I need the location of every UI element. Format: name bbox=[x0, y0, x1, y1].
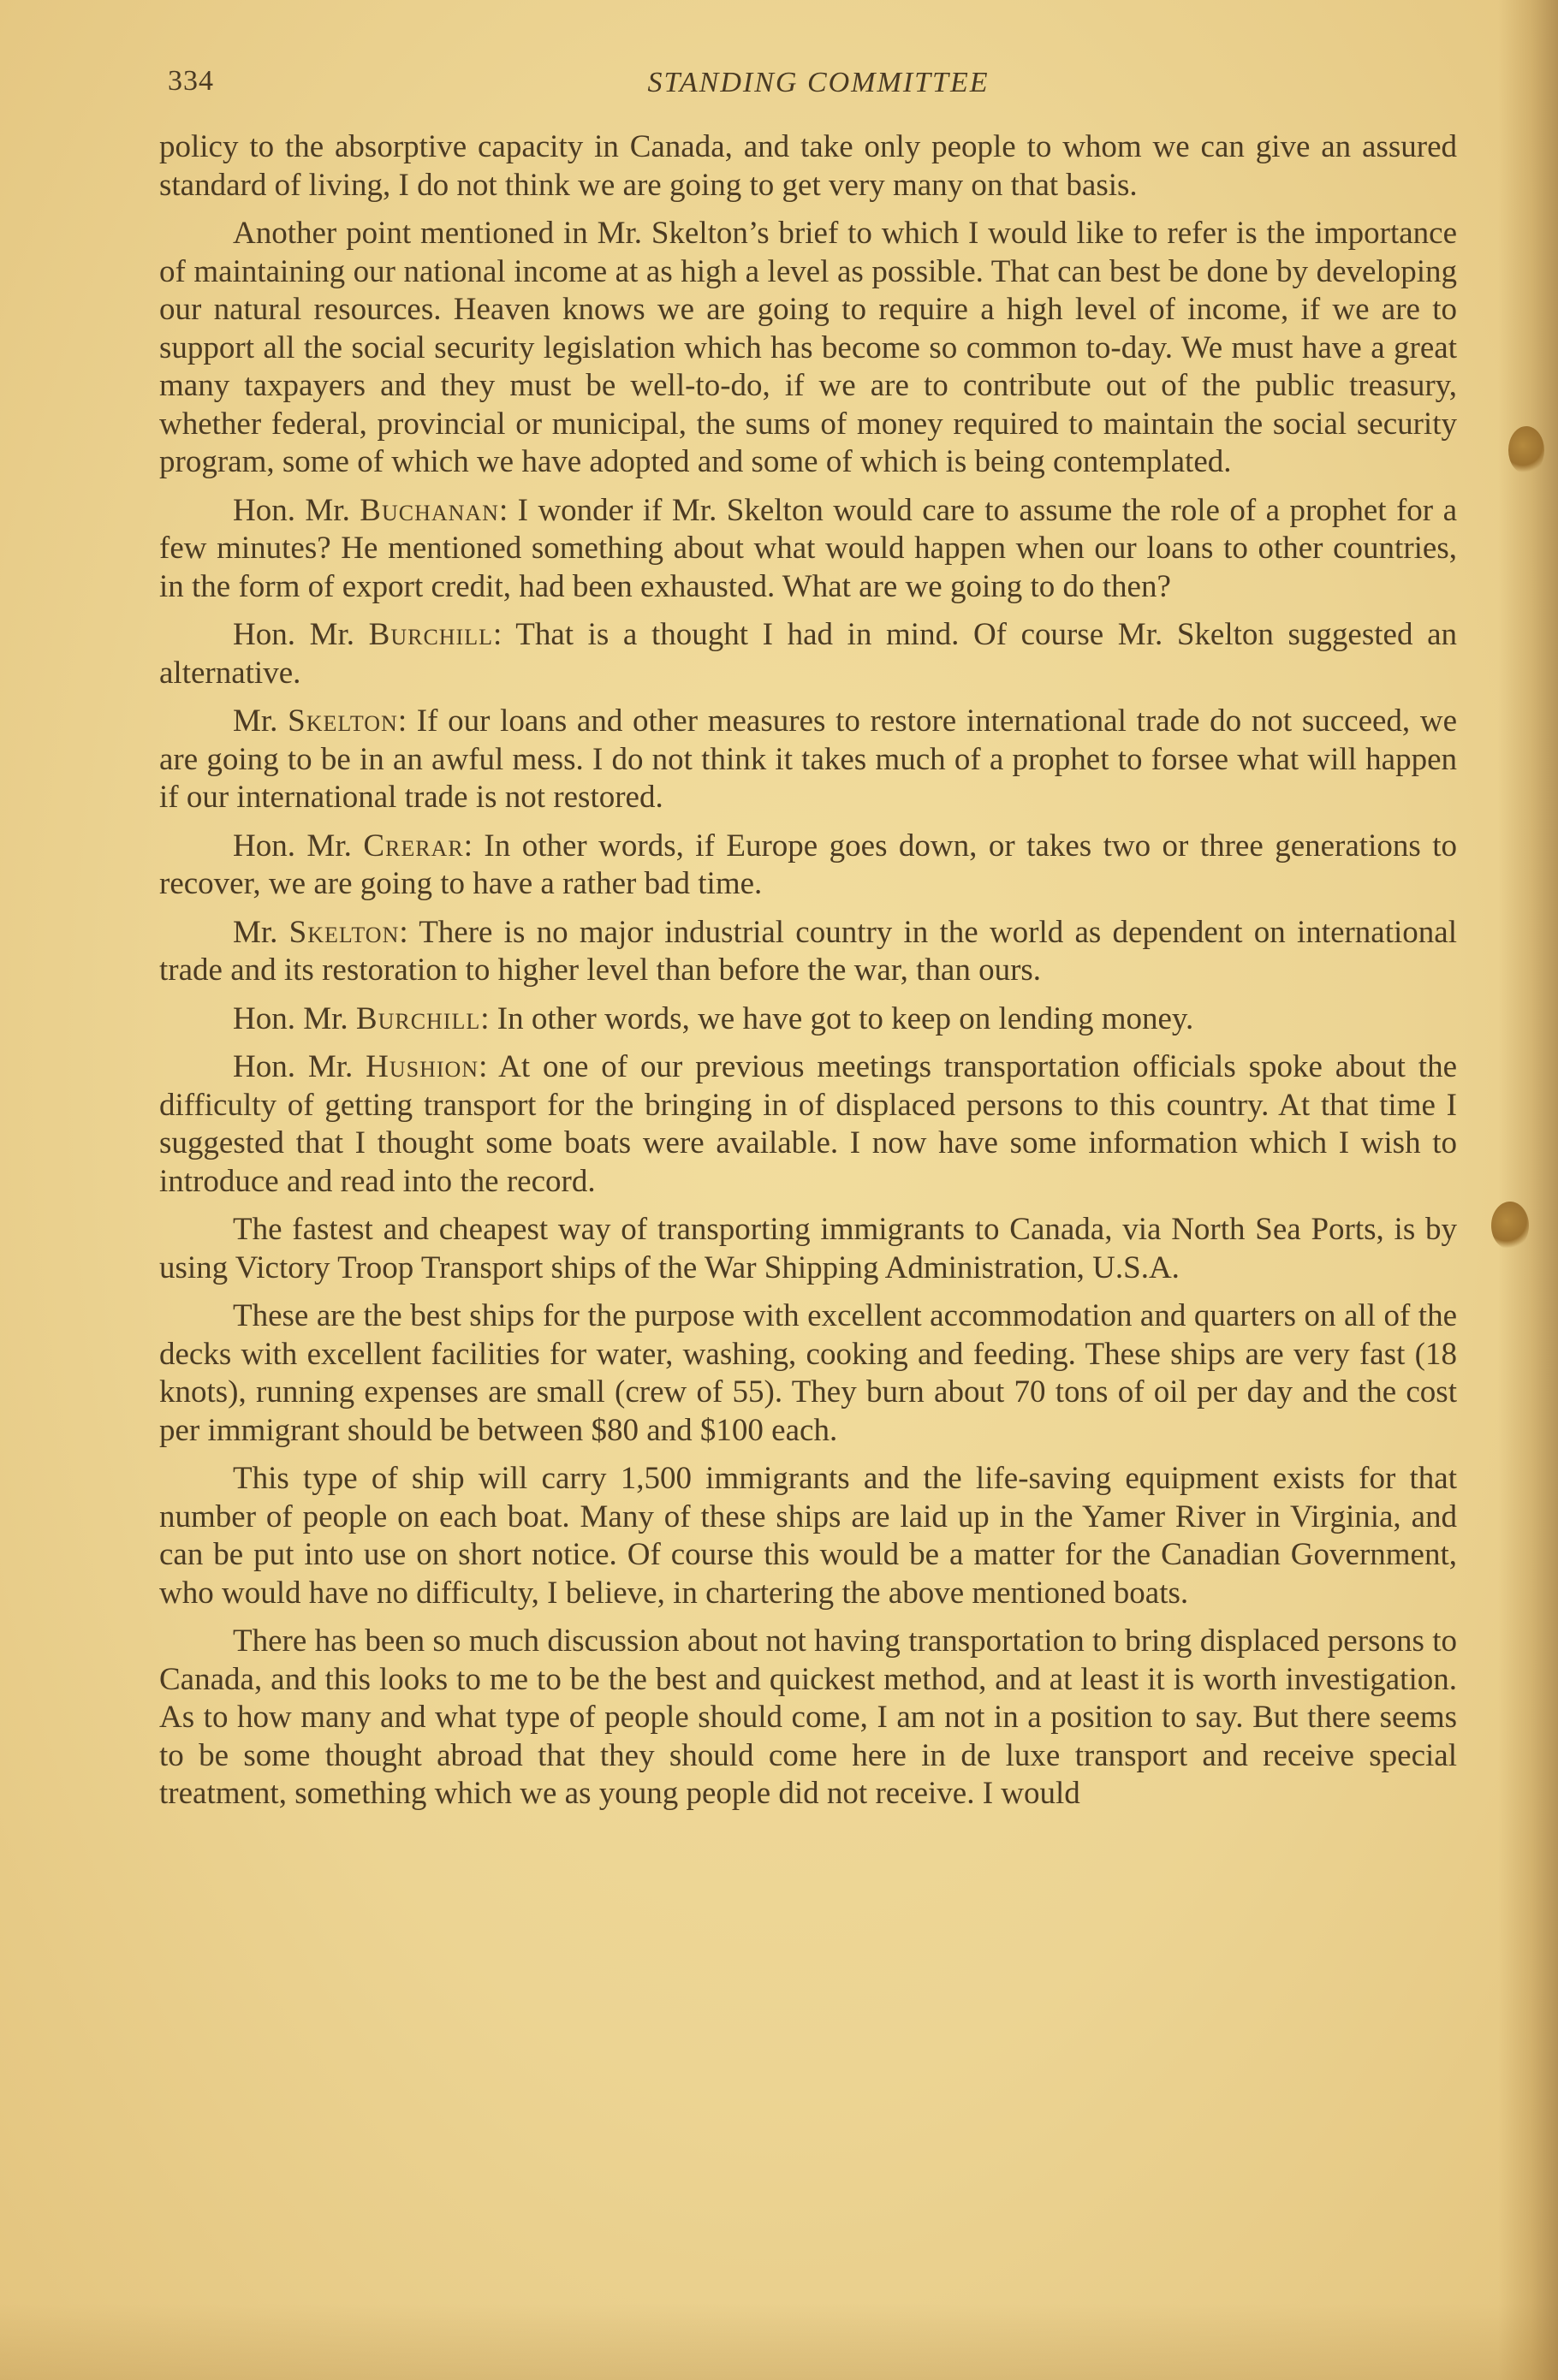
speaker-name: Burchill bbox=[368, 617, 493, 652]
speaker-title: Hon. Mr. bbox=[233, 1049, 366, 1084]
speaker-title: Hon. Mr. bbox=[233, 828, 364, 864]
speaker-title: Hon. Mr. bbox=[233, 617, 369, 652]
paragraph bbox=[159, 1623, 1457, 1813]
paper-stain bbox=[1508, 426, 1544, 474]
paragraph-text: The fastest and cheapest way of transporting immigrants to Canada, via North Sea Ports, is by using Victory Troop Transport ships of the War Shipping Administration, U.S.A. bbox=[159, 1212, 1457, 1285]
paragraph bbox=[159, 1297, 1457, 1450]
speaker-title: Hon. Mr. bbox=[233, 1000, 356, 1036]
speaker-title: Hon. Mr. bbox=[233, 492, 360, 528]
speaker-paragraph bbox=[159, 1000, 1457, 1039]
paragraph bbox=[159, 215, 1457, 482]
speaker-name: Skelton bbox=[288, 703, 398, 739]
paragraph-text: : That is a thought I had in mind. Of course Mr. Skelton suggested an alternative. bbox=[159, 617, 1457, 691]
running-title: STANDING COMMITTEE bbox=[647, 67, 990, 98]
paragraph-text: : I wonder if Mr. Skelton would care to assume the role of a prophet for a few minutes? He mentioned something about what would happen when our loans to other countries, in the form of export credit, had been exhausted. What are we going to do then? bbox=[159, 492, 1457, 604]
paragraph-text: : If our loans and other measures to restore international trade do not succeed, we are going to be in an awful mess. I do not think it takes much of a prophet to forsee what will happen if our international trade is not restored. bbox=[159, 703, 1457, 815]
paragraph-text: There has been so much discussion about not having transportation to bring displaced persons to Canada, and this looks to me to be the best and quickest method, and at least it is worth investigation. As to how many and what type of people should come, I am not in a position to say. But there seems to be some thought abroad that they should come here in de luxe transport and receive special treatment, something which we as young people did not receive. I would bbox=[159, 1623, 1457, 1811]
speaker-name: Buchanan bbox=[360, 492, 499, 528]
paragraph-text: This type of ship will carry 1,500 immigrants and the life-saving equipment exists for that number of people on each boat. Many of these ships are laid up in the Yamer River in Virginia, and can be put into use on short notice. Of course this would be a matter for the Canadian Government, who would have no difficulty, I believe, in chartering the above mentioned boats. bbox=[159, 1461, 1457, 1611]
paragraph-text: These are the best ships for the purpose with excellent accommodation and quarters on all of the decks with excellent facilities for water, washing, cooking and feeding. These ships are very fast (18 knots), running expenses are small (crew of 55). They burn about 70 tons of oil per day and the cost per immigrant should be between $80 and $100 each. bbox=[159, 1298, 1457, 1448]
speaker-paragraph bbox=[159, 492, 1457, 607]
paragraph bbox=[159, 128, 1457, 205]
page-edge-shading bbox=[1498, 0, 1558, 2380]
paragraph-text: : In other words, if Europe goes down, or takes two or three generations to recover, we are going to have a rather bad time. bbox=[159, 828, 1457, 901]
speaker-name: Skelton bbox=[288, 914, 400, 950]
paragraph-text: : There is no major industrial country in the world as dependent on international trade and its restoration to higher level than before the war, than ours. bbox=[159, 914, 1457, 988]
speaker-paragraph bbox=[159, 914, 1457, 990]
paragraph-text: Another point mentioned in Mr. Skelton’s brief to which I would like to refer is the importance of maintaining our national income at as high a level as possible. That can best be done by developing our natural resources. Heaven knows we are going to require a high level of income, if we are to support all the social security legislation which has become so common to-day. We must have a great many taxpayers and they must be well-to-do, if we are to contribute out of the public treasury, whether federal, provincial or municipal, the sums of money required to maintain the social security program, some of which we have adopted and some of which is being contemplated. bbox=[159, 216, 1457, 479]
paper-stain bbox=[1491, 1202, 1529, 1249]
paragraph-text: : At one of our previous meetings transportation officials spoke about the difficulty of getting transport for the bringing in of displaced persons to this country. At that time I suggested that I thought some boats were available. I now have some information which I wish to introduce and read into the record. bbox=[159, 1049, 1457, 1199]
speaker-paragraph bbox=[159, 828, 1457, 904]
speaker-name: Crerar bbox=[363, 828, 464, 864]
page-bottom-shading bbox=[0, 2303, 1558, 2380]
speaker-paragraph bbox=[159, 616, 1457, 692]
speaker-name: Hushion bbox=[366, 1049, 479, 1084]
paragraph bbox=[159, 1211, 1457, 1287]
paragraph-text: : In other words, we have got to keep on lending money. bbox=[480, 1000, 1194, 1036]
speaker-paragraph bbox=[159, 1048, 1457, 1201]
paragraph-text: policy to the absorptive capacity in Canada, and take only people to whom we can give an assured standard of living, I do not think we are going to get very many on that basis. bbox=[159, 129, 1457, 203]
speaker-title: Mr. bbox=[233, 703, 288, 739]
page-number: 334 bbox=[168, 65, 214, 97]
body-text bbox=[159, 128, 1457, 1824]
paragraph bbox=[159, 1460, 1457, 1612]
speaker-title: Mr. bbox=[233, 914, 289, 950]
speaker-paragraph bbox=[159, 703, 1457, 817]
speaker-name: Burchill bbox=[355, 1000, 481, 1036]
page-header bbox=[168, 65, 1469, 108]
